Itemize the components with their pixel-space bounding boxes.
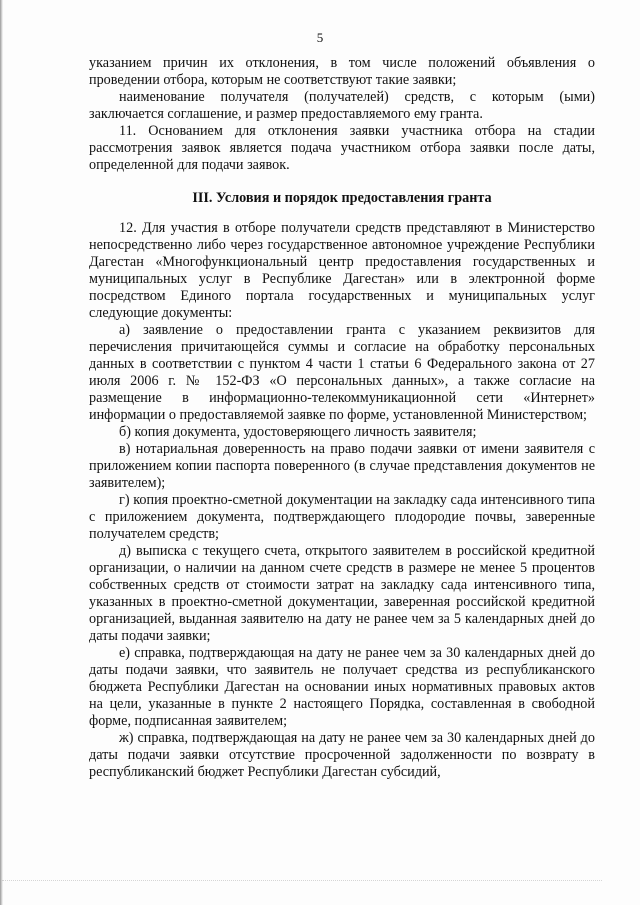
section-heading: III. Условия и порядок предоставления гранта	[192, 190, 492, 206]
list-item-a: а) заявление о предоставлении гранта с указанием реквизитов для перечисления причитающейся суммы и согласие на обработку персональных данных в соответствии с пунктом 4 части 1 статьи 6 Федерального закона от 27 июля 2006 г. № 152-ФЗ «О персональных данных», а также согласие на размещение в информационно-телекоммуникационной сети «Интернет» информации о предоставляемой заявке по форме, установленной Министерством;	[89, 322, 595, 423]
list-item-d: д) выписка с текущего счета, открытого заявителем в российской кредитной организации, о наличии на данном счете средств в размере не менее 5 процентов собственных средств от стоимости затрат на закладку сада интенсивного типа, указанных в проектно-сметной документации, заверенная российской кредитной организацией, выданная заявителю на дату не ранее чем за 5 календарных дней до даты подачи заявки;	[89, 543, 595, 644]
page-number: 5	[316, 30, 324, 45]
paragraph-item-11: 11. Основанием для отклонения заявки участника отбора на стадии рассмотрения заявок является подача участником отбора заявки после даты, определенной для подачи заявок.	[89, 123, 595, 173]
list-item-v: в) нотариальная доверенность на право подачи заявки от имени заявителя с приложением копии паспорта поверенного (в случае представления документов не заявителем);	[89, 441, 595, 491]
document-body	[89, 55, 595, 781]
paragraph-continuation: указанием причин их отклонения, в том числе положений объявления о проведении отбора, которым не соответствуют такие заявки;	[89, 55, 595, 88]
list-item-b: б) копия документа, удостоверяющего личность заявителя;	[119, 424, 477, 440]
list-item-e: е) справка, подтверждающая на дату не ранее чем за 30 календарных дней до даты подачи заявки, что заявитель не получает средства из республиканского бюджета Республики Дагестан на основании иных нормативных правовых актов на цели, указанные в пункте 2 настоящего Порядка, составленная в свободной форме, подписанная заявителем;	[89, 645, 595, 729]
paragraph-item-12: 12. Для участия в отборе получатели средств представляют в Министерство непосредственно либо через государственное автономное учреждение Республики Дагестан «Многофункциональный центр предоставления государственных и муниципальных услуг в Республике Дагестан» или в электронной форме посредством Единого портала государственных и муниципальных услуг следующие документы:	[89, 220, 595, 321]
list-item-zh: ж) справка, подтверждающая на дату не ранее чем за 30 календарных дней до даты подачи заявки отсутствие просроченной задолженности по возврату в республиканский бюджет Республики Дагестан субсидий,	[89, 730, 595, 780]
scan-artifact-line	[2, 880, 602, 884]
scan-edge-shadow	[0, 0, 3, 905]
paragraph-recipient-name: наименование получателя (получателей) средств, с которым (ыми) заключается соглашение, и размер предоставляемого ему гранта.	[89, 89, 595, 122]
list-item-g: г) копия проектно-сметной документации на закладку сада интенсивного типа с приложением документа, подтверждающего плодородие почвы, заверенные получателем средств;	[89, 492, 595, 542]
